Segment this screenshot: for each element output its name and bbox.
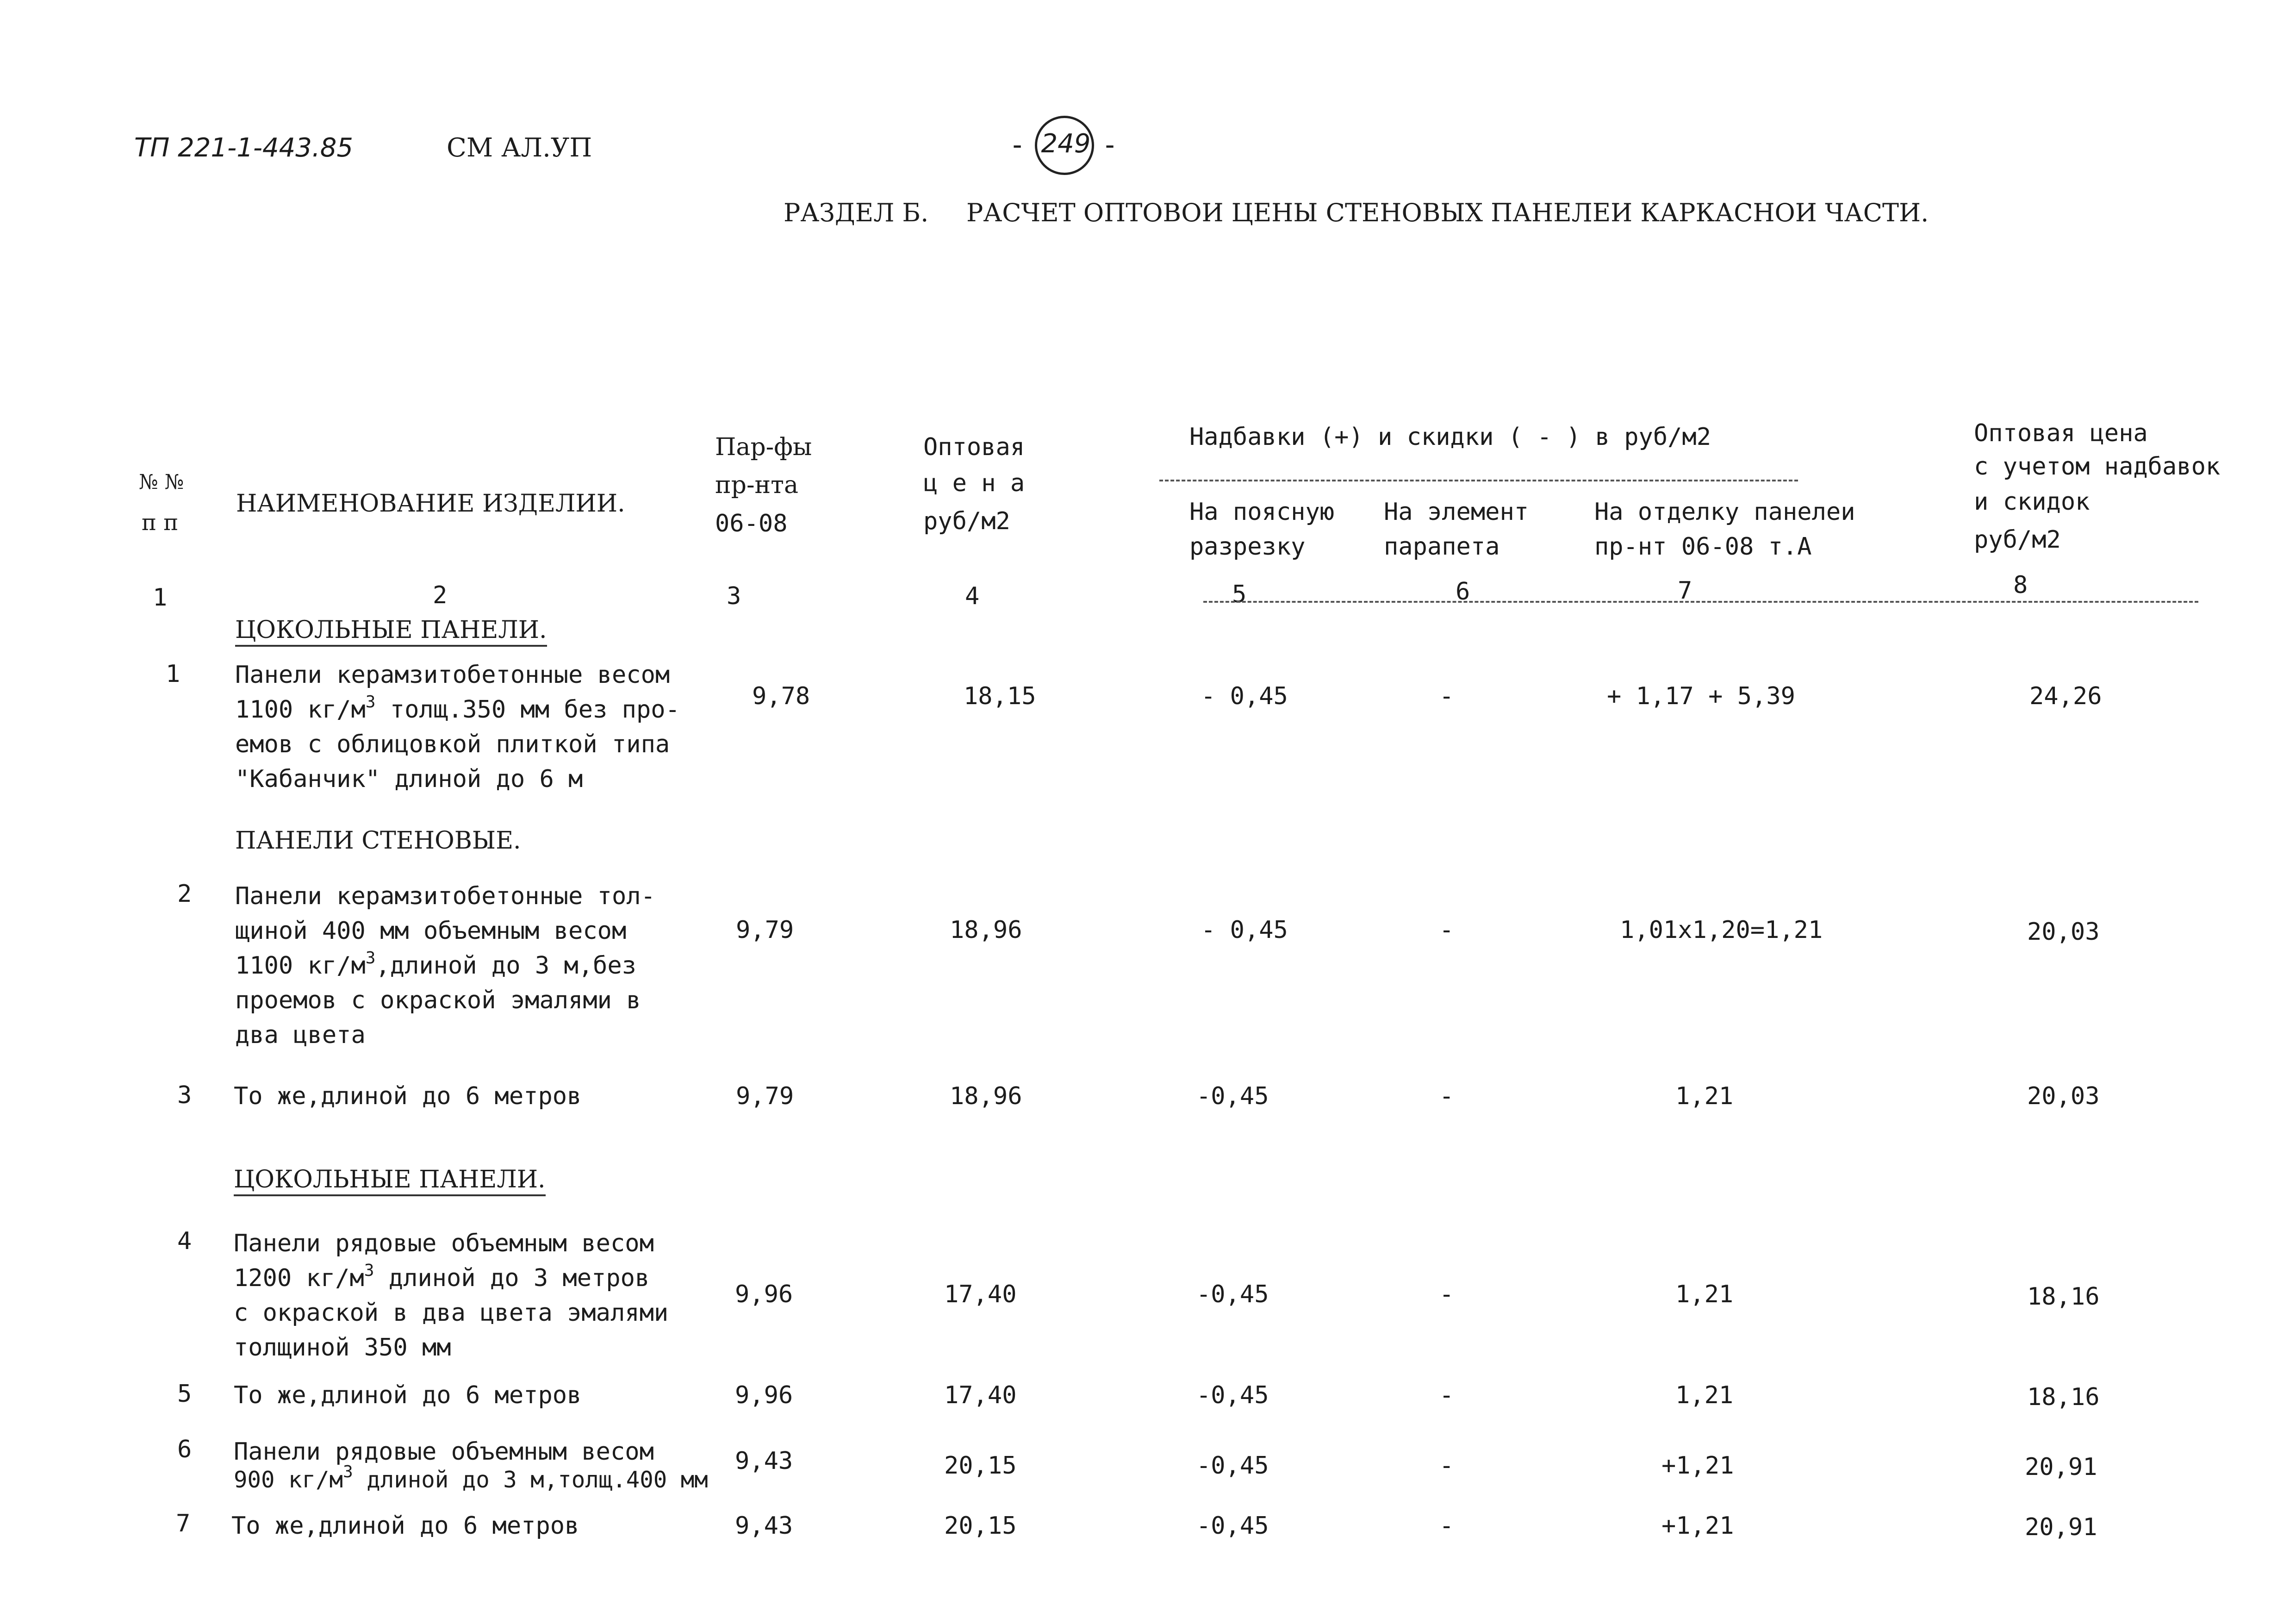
col-index-4: 4 <box>965 582 980 610</box>
col-price-header-1: Оптовая <box>923 433 1025 461</box>
section-label: РАЗДЕЛ Б. <box>784 198 929 227</box>
row-5-parapet-markup: - <box>1439 1381 1454 1409</box>
col-final-header-2: с учетом надбавок <box>1974 453 2221 481</box>
row-2-price: 18,96 <box>950 916 1022 944</box>
row-2-final-price: 20,03 <box>2027 918 2100 946</box>
col-price-header-3: руб/м2 <box>923 507 1010 535</box>
col-final-header-1: Оптовая цена <box>1974 419 2148 447</box>
row-7-price: 20,15 <box>944 1512 1017 1540</box>
col-index-8: 8 <box>2013 571 2028 599</box>
row-3-num: 3 <box>177 1081 192 1109</box>
col-name-header: НАИМЕНОВАНИЕ ИЗДЕЛИИ. <box>236 490 625 518</box>
row-2-name-line-3: 1100 $кг/м^3,длиной$ до 3 м,без <box>235 949 636 980</box>
row-6-finish-markup: +1,21 <box>1661 1452 1734 1480</box>
index-row-divider <box>1203 601 2198 603</box>
row-1-name-line-4: "Кабанчик" длиной до 6 м <box>235 765 583 793</box>
row-2-finish-markup: 1,01x1,20=1,21 <box>1620 916 1823 944</box>
col-index-3: 3 <box>727 582 741 610</box>
col-par-header-1: Пар-фы <box>715 433 812 461</box>
row-7-parapet-markup: - <box>1439 1512 1454 1540</box>
row-4-name-line-3: с окраской в два цвета эмалями <box>234 1299 669 1327</box>
row-3-finish-markup: 1,21 <box>1675 1082 1734 1110</box>
row-1-par: 9,78 <box>752 682 810 710</box>
section-title: РАСЧЕТ ОПТОВОИ ЦЕНЫ СТЕНОВЫХ ПАНЕЛЕИ КАРКАСНОИ ЧАСТИ. <box>966 198 1929 227</box>
col-price-header-2: ц е н а <box>923 469 1025 497</box>
row-7-zone-markup: -0,45 <box>1196 1512 1269 1540</box>
row-7-par: 9,43 <box>735 1512 793 1540</box>
row-1-zone-markup: - 0,45 <box>1201 682 1288 710</box>
row-6-zone-markup: -0,45 <box>1196 1452 1269 1480</box>
row-3-zone-markup: -0,45 <box>1196 1082 1269 1110</box>
row-3-name-line-1: То же,длиной до 6 метров <box>234 1082 582 1110</box>
row-7-finish-markup: +1,21 <box>1661 1512 1734 1540</box>
row-6-parapet-markup: - <box>1439 1452 1454 1480</box>
row-4-parapet-markup: - <box>1439 1280 1454 1308</box>
col-finish-header-1: На отделку панелеи <box>1594 498 1855 526</box>
row-5-name-line-1: То же,длиной до 6 метров <box>234 1381 582 1409</box>
section-heading-plinth-1: ЦОКОЛЬНЫЕ ПАНЕЛИ. <box>235 618 547 647</box>
col-index-1: 1 <box>153 584 168 612</box>
row-2-name-line-2: щиной 400 мм объемным весом <box>235 917 627 945</box>
row-2-name-line-1: Панели керамзитобетонные тол- <box>235 882 655 910</box>
col-index-5: 5 <box>1232 581 1247 608</box>
row-6-name-line-2: 900 $кг/м^3$ длиной до 3 м,толщ.400 мм <box>234 1462 708 1493</box>
section-heading-wall: ПАНЕЛИ СТЕНОВЫЕ. <box>235 827 521 855</box>
row-7-name-line-1: То же,длиной до 6 метров <box>231 1512 579 1540</box>
page-dash-right: - <box>1101 129 1119 161</box>
row-2-par: 9,79 <box>736 916 794 944</box>
row-4-price: 17,40 <box>944 1280 1017 1308</box>
page-number: 249 <box>1041 129 1091 159</box>
row-7-num: 7 <box>176 1510 191 1537</box>
row-6-final-price: 20,91 <box>2025 1453 2097 1481</box>
col-finish-header-2: пр-нт 06-08 т.А <box>1594 533 1812 561</box>
row-5-num: 5 <box>177 1380 192 1408</box>
col-final-header-4: руб/м2 <box>1974 526 2061 554</box>
row-1-name-line-3: емов с облицовкой плиткой типа <box>235 731 670 758</box>
markups-divider <box>1159 480 1798 481</box>
row-3-parapet-markup: - <box>1439 1082 1454 1110</box>
col-parapet-header-1: На элемент <box>1384 498 1529 526</box>
row-2-zone-markup: - 0,45 <box>1201 916 1288 944</box>
col-zone-header-2: разрезку <box>1189 533 1306 561</box>
album-code: СМ АЛ.УП <box>447 133 592 163</box>
row-3-price: 18,96 <box>950 1082 1022 1110</box>
row-2-name-line-4: проемов с окраской эмалями в <box>235 987 641 1014</box>
col-index-2: 2 <box>433 581 448 609</box>
row-1-name-line-1: Панели керамзитобетонные весом <box>235 661 670 689</box>
col-index-6: 6 <box>1456 578 1470 606</box>
col-final-header-3: и скидок <box>1974 488 2090 516</box>
row-6-par: 9,43 <box>735 1447 793 1475</box>
row-2-num: 2 <box>177 880 192 908</box>
row-1-num: 1 <box>166 660 180 688</box>
row-3-final-price: 20,03 <box>2027 1082 2100 1110</box>
col-num-header-1: № № <box>139 470 184 494</box>
row-4-final-price: 18,16 <box>2027 1283 2100 1311</box>
col-parapet-header-2: парапета <box>1384 533 1500 561</box>
row-6-num: 6 <box>177 1436 192 1463</box>
row-5-final-price: 18,16 <box>2027 1383 2100 1411</box>
row-1-parapet-markup: - <box>1439 682 1454 710</box>
row-5-zone-markup: -0,45 <box>1196 1381 1269 1409</box>
document-code: ТП 221-1-443.85 <box>134 133 353 163</box>
col-num-header-2: п п <box>142 510 179 536</box>
col-par-header-2: пр-нта <box>715 471 798 499</box>
row-6-price: 20,15 <box>944 1452 1017 1480</box>
row-4-num: 4 <box>177 1227 192 1255</box>
row-4-finish-markup: 1,21 <box>1675 1280 1734 1308</box>
row-1-final-price: 24,26 <box>2029 682 2102 710</box>
row-4-name-line-1: Панели рядовые объемным весом <box>234 1230 654 1257</box>
row-5-price: 17,40 <box>944 1381 1017 1409</box>
row-4-name-line-4: толщиной 350 мм <box>234 1334 451 1362</box>
row-6-name-line-1: Панели рядовые объемным весом <box>234 1438 654 1466</box>
row-1-name-line-2: 1100 $кг/м^3$ толщ.350 мм без про- <box>235 693 680 724</box>
page-dash-left: - <box>1009 129 1026 161</box>
row-2-parapet-markup: - <box>1439 916 1454 944</box>
col-index-7: 7 <box>1678 577 1692 605</box>
row-7-final-price: 20,91 <box>2025 1513 2097 1541</box>
row-4-name-line-2: 1200 $кг/м^3$ длиной до 3 метров <box>234 1261 650 1292</box>
row-4-zone-markup: -0,45 <box>1196 1280 1269 1308</box>
row-5-par: 9,96 <box>735 1381 793 1409</box>
col-zone-header-1: На поясную <box>1189 498 1335 526</box>
row-3-par: 9,79 <box>736 1082 794 1110</box>
row-1-price: 18,15 <box>964 682 1036 710</box>
row-2-name-line-5: два цвета <box>235 1021 366 1049</box>
row-1-finish-markup: + 1,17 + 5,39 <box>1607 682 1795 710</box>
row-4-par: 9,96 <box>735 1280 793 1308</box>
section-heading-plinth-2: ЦОКОЛЬНЫЕ ПАНЕЛИ. <box>234 1168 546 1196</box>
row-5-finish-markup: 1,21 <box>1675 1381 1734 1409</box>
markups-group-header: Надбавки (+) и скидки ( - ) в руб/м2 <box>1189 423 1711 451</box>
col-par-header-3: 06-08 <box>715 510 788 537</box>
